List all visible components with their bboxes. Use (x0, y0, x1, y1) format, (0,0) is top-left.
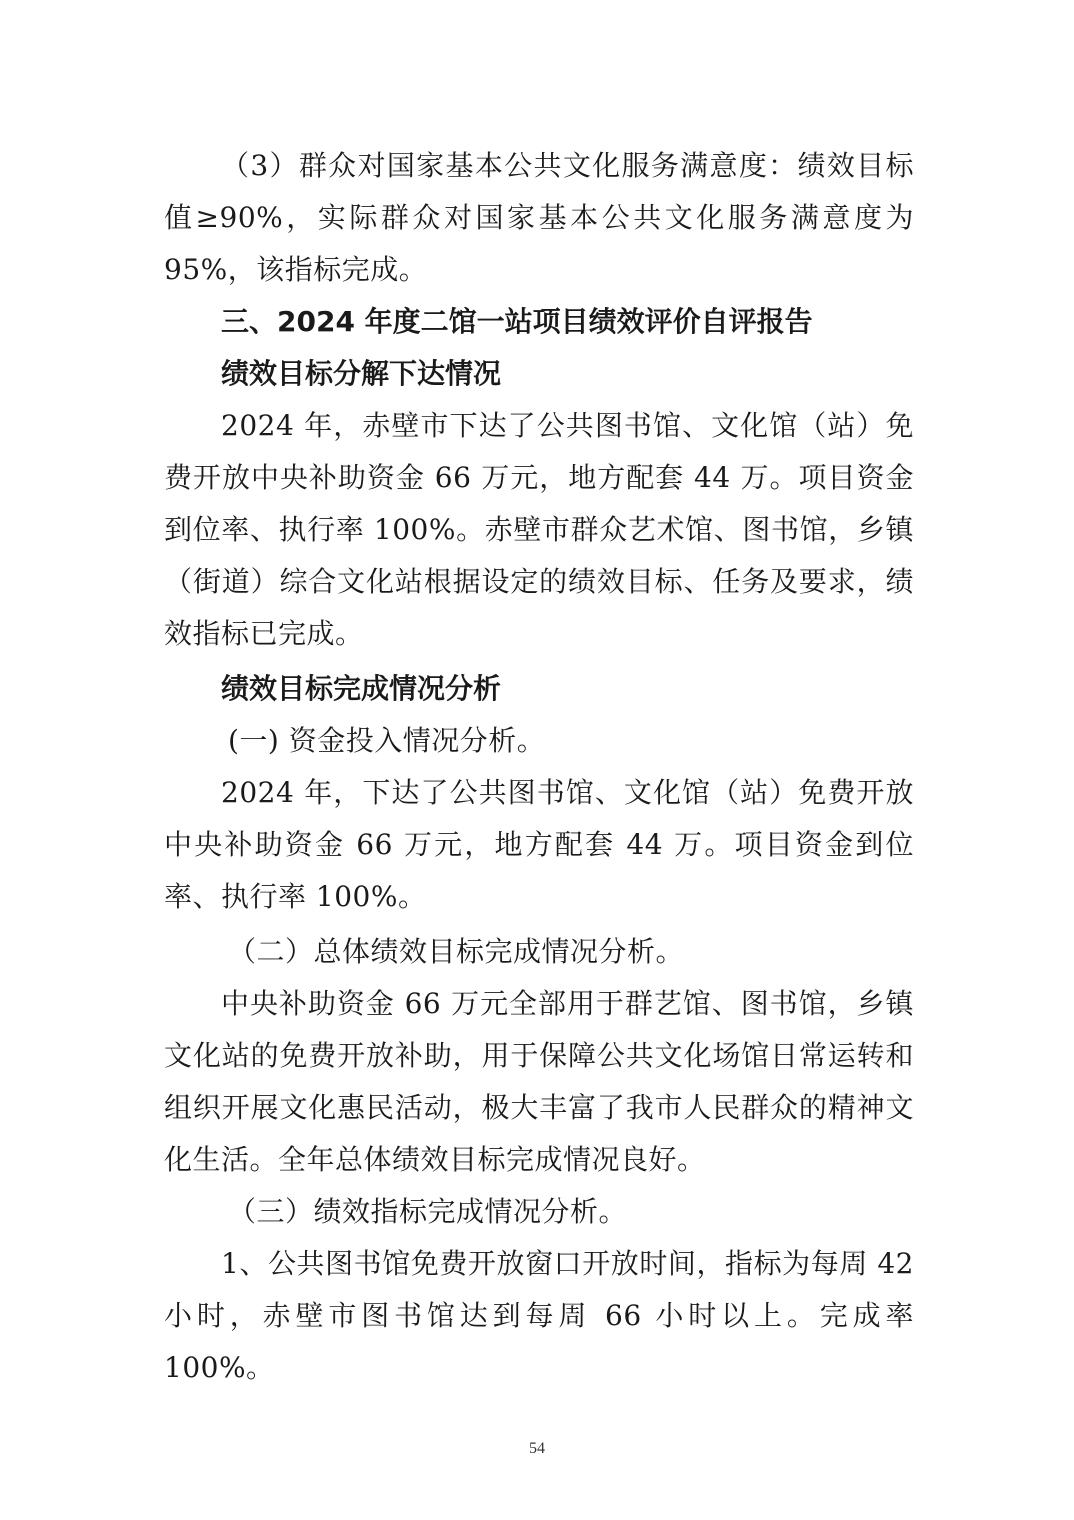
section-three-heading: 三、2024 年度二馆一站项目绩效评价自评报告 (221, 305, 813, 338)
overall-target-subheading: （二）总体绩效目标完成情况分析。 (228, 935, 685, 968)
funding-input-subheading: (一) 资金投入情况分析。 (228, 724, 546, 757)
page-number: 54 (529, 1440, 545, 1457)
library-hours-paragraph: 1、公共图书馆免费开放窗口开放时间，指标为每周 42 小时，赤壁市图书馆达到每周 66 小时以上。完成率 100%。 (164, 1247, 914, 1384)
target-breakdown-paragraph: 2024 年，赤壁市下达了公共图书馆、文化馆（站）免费开放中央补助资金 66 万元，地方配套 44 万。项目资金到位率、执行率 100%。赤壁市群众艺术馆、图书馆，乡镇（街道）综合文化站根据设定的绩效目标、任务及要求，绩效指标已完成。 (164, 409, 914, 650)
page-body (164, 140, 914, 1394)
satisfaction-indicator-paragraph: （3）群众对国家基本公共文化服务满意度：绩效目标值≥90%，实际群众对国家基本公共文化服务满意度为 95%，该指标完成。 (164, 149, 914, 286)
funding-input-paragraph: 2024 年，下达了公共图书馆、文化馆（站）免费开放中央补助资金 66 万元，地方配套 44 万。项目资金到位率、执行率 100%。 (164, 776, 914, 913)
target-breakdown-heading: 绩效目标分解下达情况 (221, 357, 502, 390)
overall-target-paragraph: 中央补助资金 66 万元全部用于群艺馆、图书馆，乡镇文化站的免费开放补助，用于保障公共文化场馆日常运转和组织开展文化惠民活动，极大丰富了我市人民群众的精神文化生活。全年总体绩效目标完成情况良好。 (164, 987, 914, 1176)
indicator-completion-subheading: （三）绩效指标完成情况分析。 (228, 1195, 628, 1228)
target-completion-heading: 绩效目标完成情况分析 (221, 672, 502, 705)
